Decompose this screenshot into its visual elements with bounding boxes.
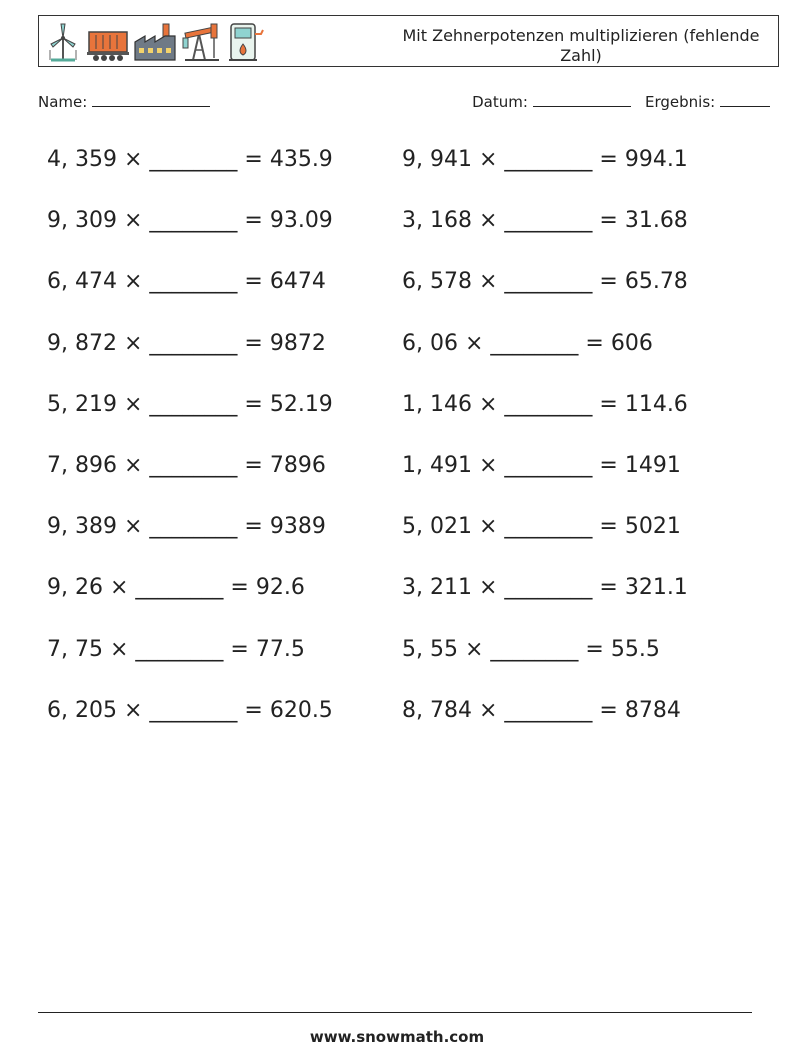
problem-result: = 9872	[237, 330, 326, 356]
problem-factor: 1, 491 ×	[402, 453, 505, 478]
result-line[interactable]	[720, 92, 770, 107]
problem-item	[47, 637, 305, 662]
problem-result: = 435.9	[237, 147, 333, 172]
problem-item	[402, 269, 688, 294]
problem-factor: 1, 146 ×	[402, 391, 505, 417]
worksheet-header	[38, 15, 779, 67]
problem-result: = 55.5	[578, 636, 660, 662]
problem-item	[402, 392, 688, 417]
problem-result: = 9389	[237, 514, 326, 540]
answer-blank[interactable]: ________	[149, 697, 238, 723]
problem-factor: 9, 26 ×	[47, 575, 136, 601]
problem-item	[402, 514, 681, 539]
problem-factor: 7, 75 ×	[47, 636, 136, 662]
answer-blank[interactable]: ________	[490, 330, 579, 356]
name-field	[38, 92, 210, 111]
answer-blank[interactable]: ________	[504, 269, 593, 295]
problem-result: = 7896	[237, 453, 326, 478]
problem-item	[402, 453, 681, 478]
date-label: Datum:	[472, 93, 528, 111]
problem-factor: 9, 872 ×	[47, 330, 150, 356]
problem-factor: 3, 211 ×	[402, 575, 505, 601]
problem-result: = 321.1	[592, 575, 688, 601]
problem-factor: 5, 219 ×	[47, 391, 150, 417]
freight-train-car-icon	[87, 20, 129, 62]
problem-item	[47, 147, 333, 172]
problem-result: = 620.5	[237, 697, 333, 723]
problem-result: = 77.5	[223, 636, 305, 662]
problem-item	[402, 637, 660, 662]
problem-item	[402, 208, 688, 233]
answer-blank[interactable]: ________	[149, 147, 238, 172]
problem-factor: 9, 389 ×	[47, 514, 150, 540]
answer-blank[interactable]: ________	[135, 575, 224, 601]
answer-blank[interactable]: ________	[149, 514, 238, 540]
problem-factor: 3, 168 ×	[402, 208, 505, 234]
problem-result: = 606	[578, 330, 653, 356]
date-result-fields	[472, 92, 770, 111]
wind-turbine-icon	[43, 20, 83, 62]
problem-item	[47, 575, 305, 600]
problem-item	[402, 575, 688, 600]
answer-blank[interactable]: ________	[504, 697, 593, 723]
problem-result: = 92.6	[223, 575, 305, 601]
problem-factor: 5, 021 ×	[402, 514, 505, 540]
answer-blank[interactable]: ________	[504, 453, 593, 478]
problem-factor: 4, 359 ×	[47, 147, 150, 172]
problem-result: = 65.78	[592, 269, 688, 295]
answer-blank[interactable]: ________	[490, 636, 579, 662]
answer-blank[interactable]: ________	[149, 453, 238, 478]
factory-icon	[133, 20, 177, 62]
problem-item	[47, 269, 326, 294]
problem-factor: 6, 06 ×	[402, 330, 491, 356]
problem-factor: 7, 896 ×	[47, 453, 150, 478]
problem-result: = 93.09	[237, 208, 333, 234]
problem-item	[47, 514, 326, 539]
problem-item	[402, 147, 688, 172]
problem-result: = 114.6	[592, 391, 688, 417]
problem-factor: 8, 784 ×	[402, 697, 505, 723]
worksheet-title: Mit Zehnerpotenzen multiplizieren (fehlende Zahl)	[402, 26, 760, 65]
problem-factor: 9, 941 ×	[402, 147, 505, 172]
problem-factor: 6, 474 ×	[47, 269, 150, 295]
problem-result: = 994.1	[592, 147, 688, 172]
answer-blank[interactable]: ________	[504, 208, 593, 234]
problem-factor: 9, 309 ×	[47, 208, 150, 234]
result-label: Ergebnis:	[645, 93, 716, 111]
problem-factor: 6, 205 ×	[47, 697, 150, 723]
problem-item	[402, 331, 653, 356]
answer-blank[interactable]: ________	[149, 208, 238, 234]
date-line[interactable]	[533, 92, 631, 107]
problem-item	[47, 331, 326, 356]
fuel-station-icon	[225, 20, 269, 62]
footer-divider	[38, 1012, 752, 1013]
oil-pump-icon	[181, 20, 221, 62]
problem-result: = 31.68	[592, 208, 688, 234]
problem-result: = 5021	[592, 514, 681, 540]
problem-item	[402, 698, 681, 723]
name-label: Name:	[38, 93, 88, 111]
problem-result: = 8784	[592, 697, 681, 723]
problem-item	[47, 453, 326, 478]
problem-result: = 52.19	[237, 391, 333, 417]
answer-blank[interactable]: ________	[504, 391, 593, 417]
answer-blank[interactable]: ________	[149, 330, 238, 356]
problem-factor: 6, 578 ×	[402, 269, 505, 295]
problem-item	[47, 208, 333, 233]
footer-url: www.snowmath.com	[309, 1028, 485, 1046]
name-line[interactable]	[92, 92, 210, 107]
answer-blank[interactable]: ________	[149, 269, 238, 295]
problem-item	[47, 392, 333, 417]
answer-blank[interactable]: ________	[504, 575, 593, 601]
header-icons	[43, 20, 269, 62]
answer-blank[interactable]: ________	[149, 391, 238, 417]
problem-factor: 5, 55 ×	[402, 636, 491, 662]
answer-blank[interactable]: ________	[504, 147, 593, 172]
problem-result: = 6474	[237, 269, 326, 295]
answer-blank[interactable]: ________	[135, 636, 224, 662]
problem-result: = 1491	[592, 453, 681, 478]
problem-item	[47, 698, 333, 723]
answer-blank[interactable]: ________	[504, 514, 593, 540]
